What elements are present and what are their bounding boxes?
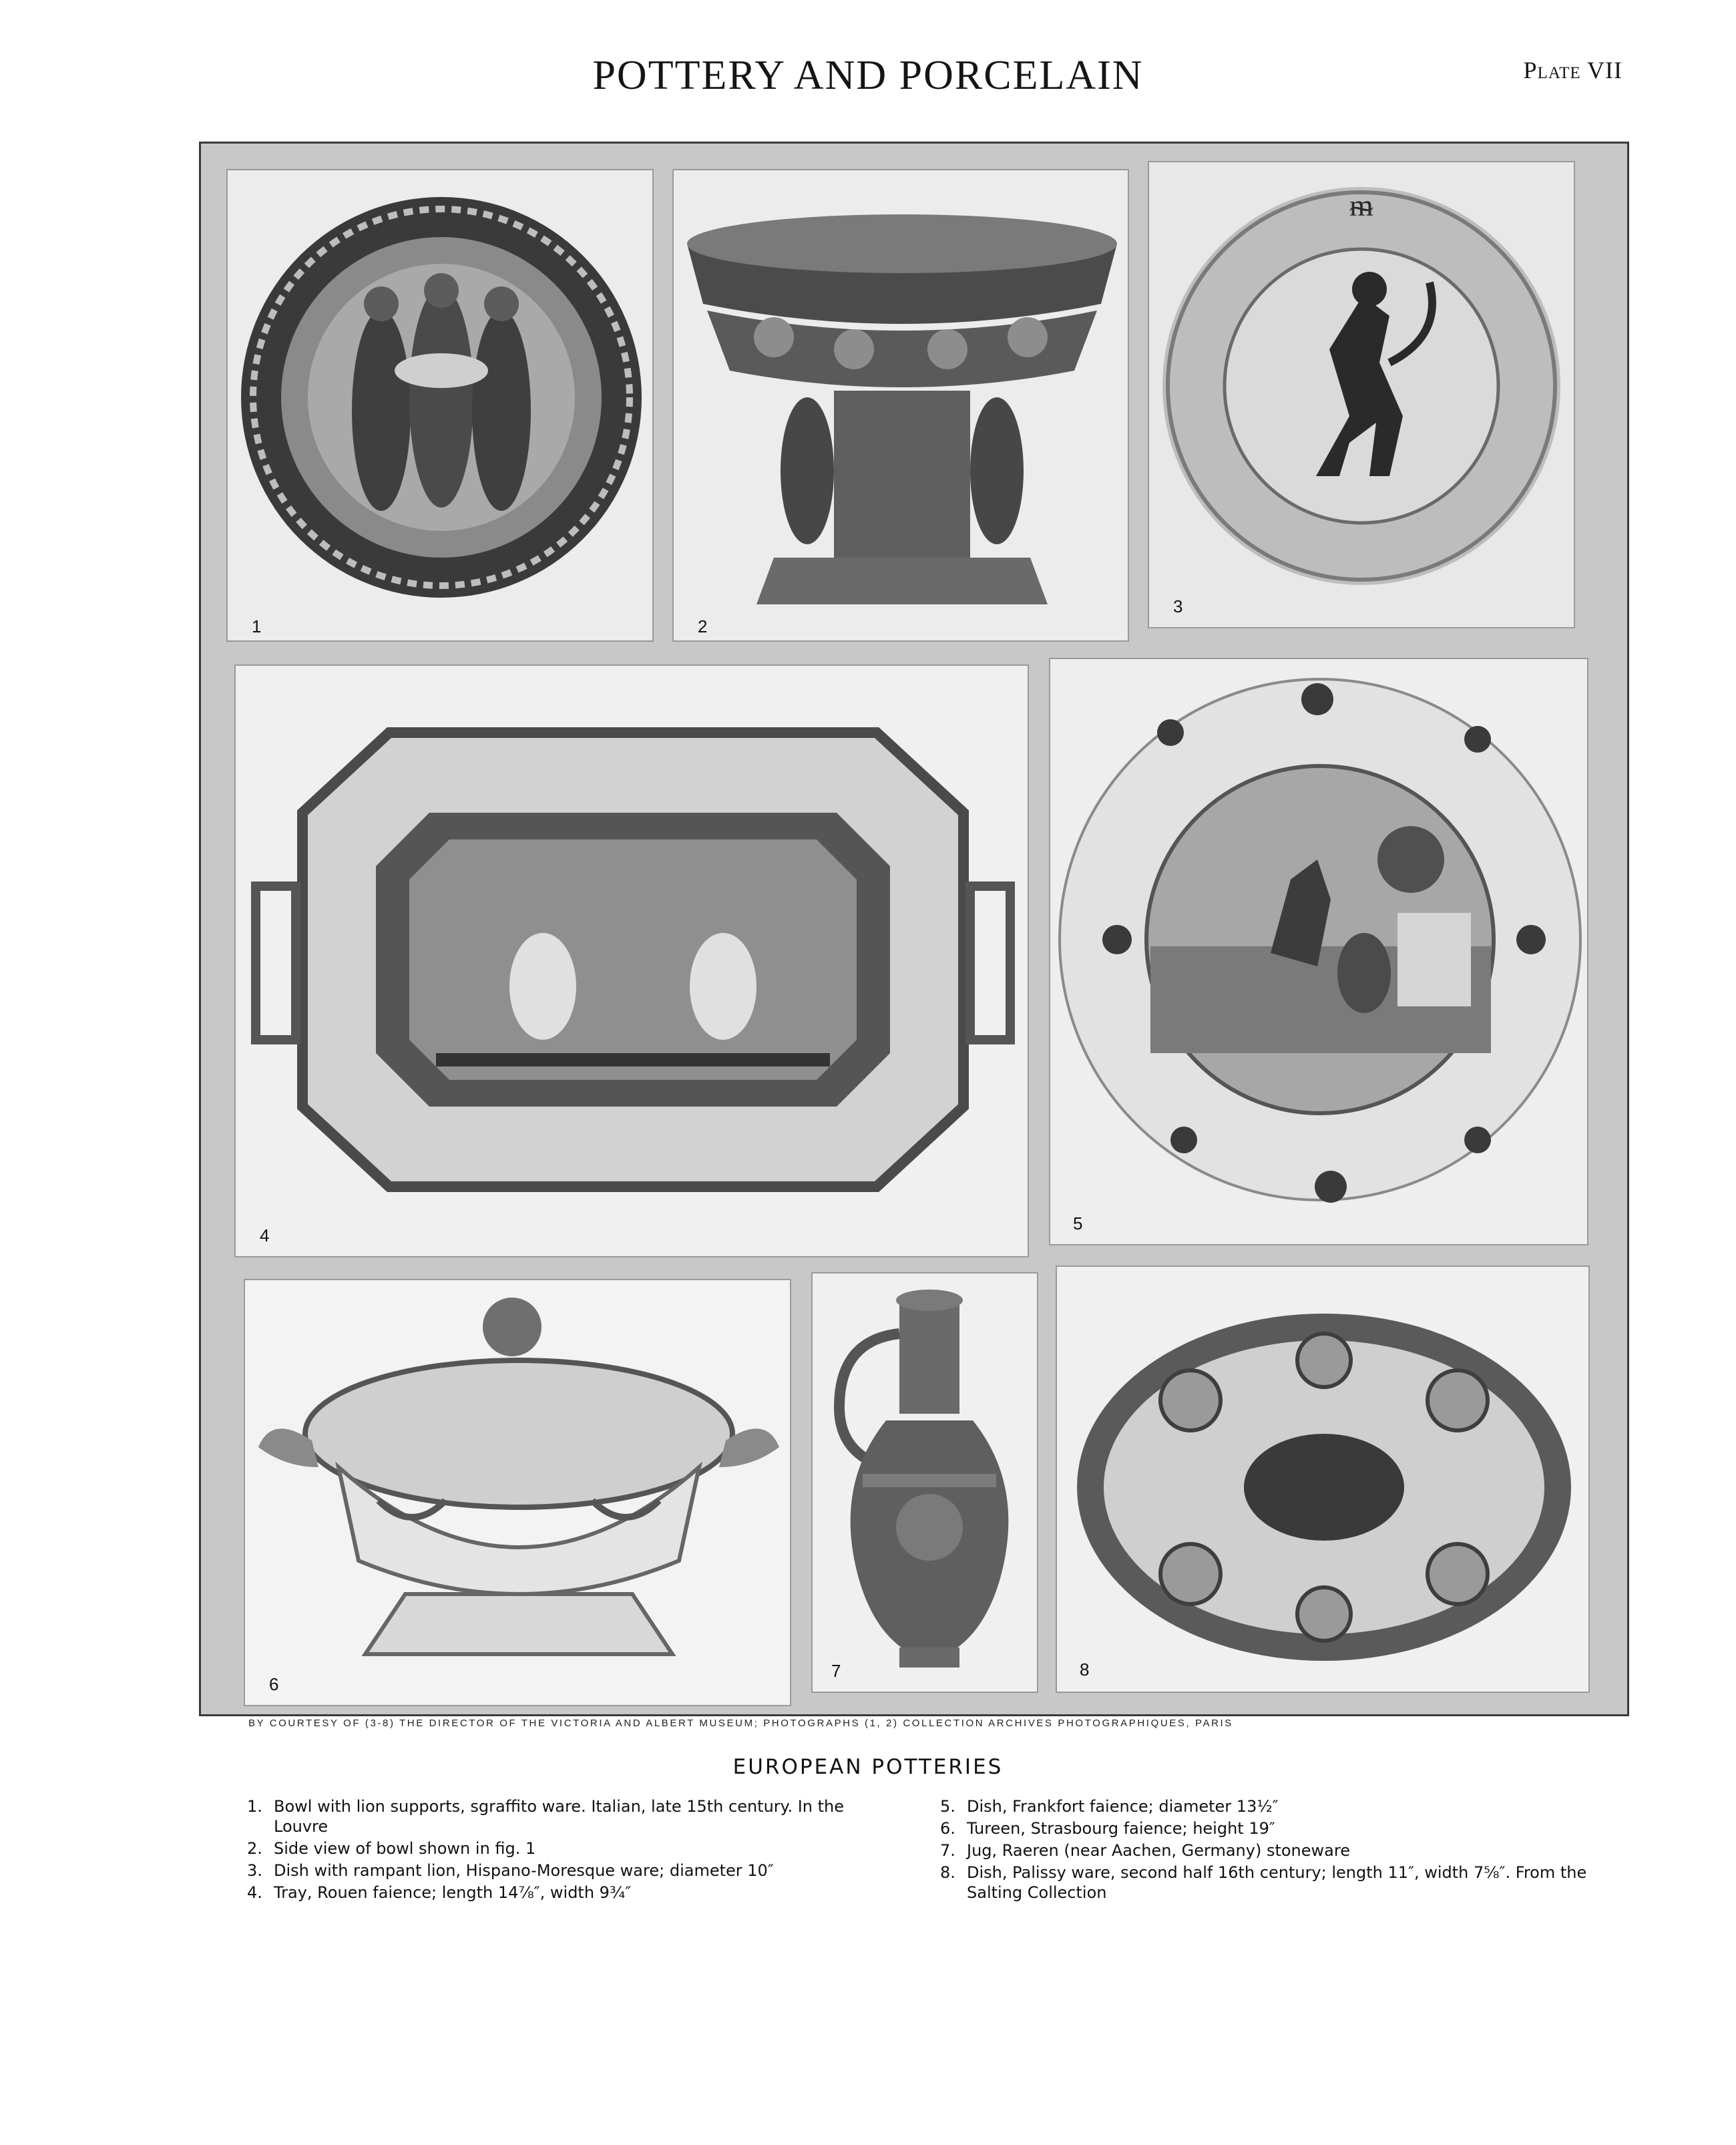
caption-item: 5. Dish, Frankfort faience; diameter 13½″ <box>940 1797 1279 1816</box>
caption-item: 3. Dish with rampant lion, Hispano-Moresque ware; diameter 10″ <box>247 1861 774 1880</box>
page-title: POTTERY AND PORCELAIN <box>592 53 1144 98</box>
lion-dish-image <box>1149 162 1575 628</box>
captions-right-column <box>940 1796 1608 1905</box>
caption-item: 8. Dish, Palissy ware, second half 16th century; length 11″, width 7⅝″. From the Salting Collection <box>940 1863 1587 1902</box>
figure-number: 5 <box>1073 1213 1083 1233</box>
caption-item: 6. Tureen, Strasbourg faience; height 19″ <box>940 1819 1275 1838</box>
caption-item: 1. Bowl with lion supports, sgraffito ware. Italian, late 15th century. In the Louvre <box>247 1797 845 1836</box>
figure-number: 4 <box>260 1225 270 1245</box>
figure-number: 2 <box>698 616 708 636</box>
octagonal-tray-image <box>236 666 1029 1257</box>
figure-3-photo <box>1148 161 1575 628</box>
figure-1-photo <box>226 169 654 642</box>
photo-plate <box>199 142 1629 1716</box>
figure-number: 3 <box>1173 596 1183 616</box>
palissy-dish-image <box>1057 1267 1590 1693</box>
caption-item: 4. Tray, Rouen faience; length 14⅞″, width 9¾″ <box>247 1883 632 1902</box>
bowl-top-view-image <box>228 170 654 642</box>
figure-8-photo <box>1056 1265 1590 1693</box>
figure-5-photo <box>1049 658 1588 1245</box>
plate-number: Plate VII <box>1523 57 1622 83</box>
caption-item: 2. Side view of bowl shown in fig. 1 <box>247 1839 536 1858</box>
frankfort-dish-image <box>1050 659 1588 1245</box>
figure-4-photo <box>234 664 1029 1257</box>
tureen-image <box>245 1280 791 1706</box>
photo-credit: BY COURTESY OF (3-8) THE DIRECTOR OF THE VICTORIA AND ALBERT MUSEUM; PHOTOGRAPHS (1, 2) COLLECTION ARCHIVES PHOTOGRAPHIQUES, PARIS <box>248 1718 1233 1729</box>
figure-number: 8 <box>1080 1660 1090 1680</box>
caption-item: 7. Jug, Raeren (near Aachen, Germany) stoneware <box>940 1841 1350 1860</box>
captions-left-column <box>247 1796 901 1905</box>
figure-7-photo <box>811 1272 1038 1693</box>
figure-6-photo <box>244 1279 791 1706</box>
svg-text:ᵯ: ᵯ <box>1349 187 1373 223</box>
figure-2-photo <box>672 169 1129 642</box>
bowl-side-view-image <box>674 170 1129 642</box>
figure-number: 6 <box>269 1674 279 1694</box>
figure-number: 7 <box>831 1661 841 1681</box>
section-heading: EUROPEAN POTTERIES <box>732 1755 1004 1779</box>
stoneware-jug-image <box>813 1274 1038 1693</box>
figure-number: 1 <box>252 616 262 636</box>
